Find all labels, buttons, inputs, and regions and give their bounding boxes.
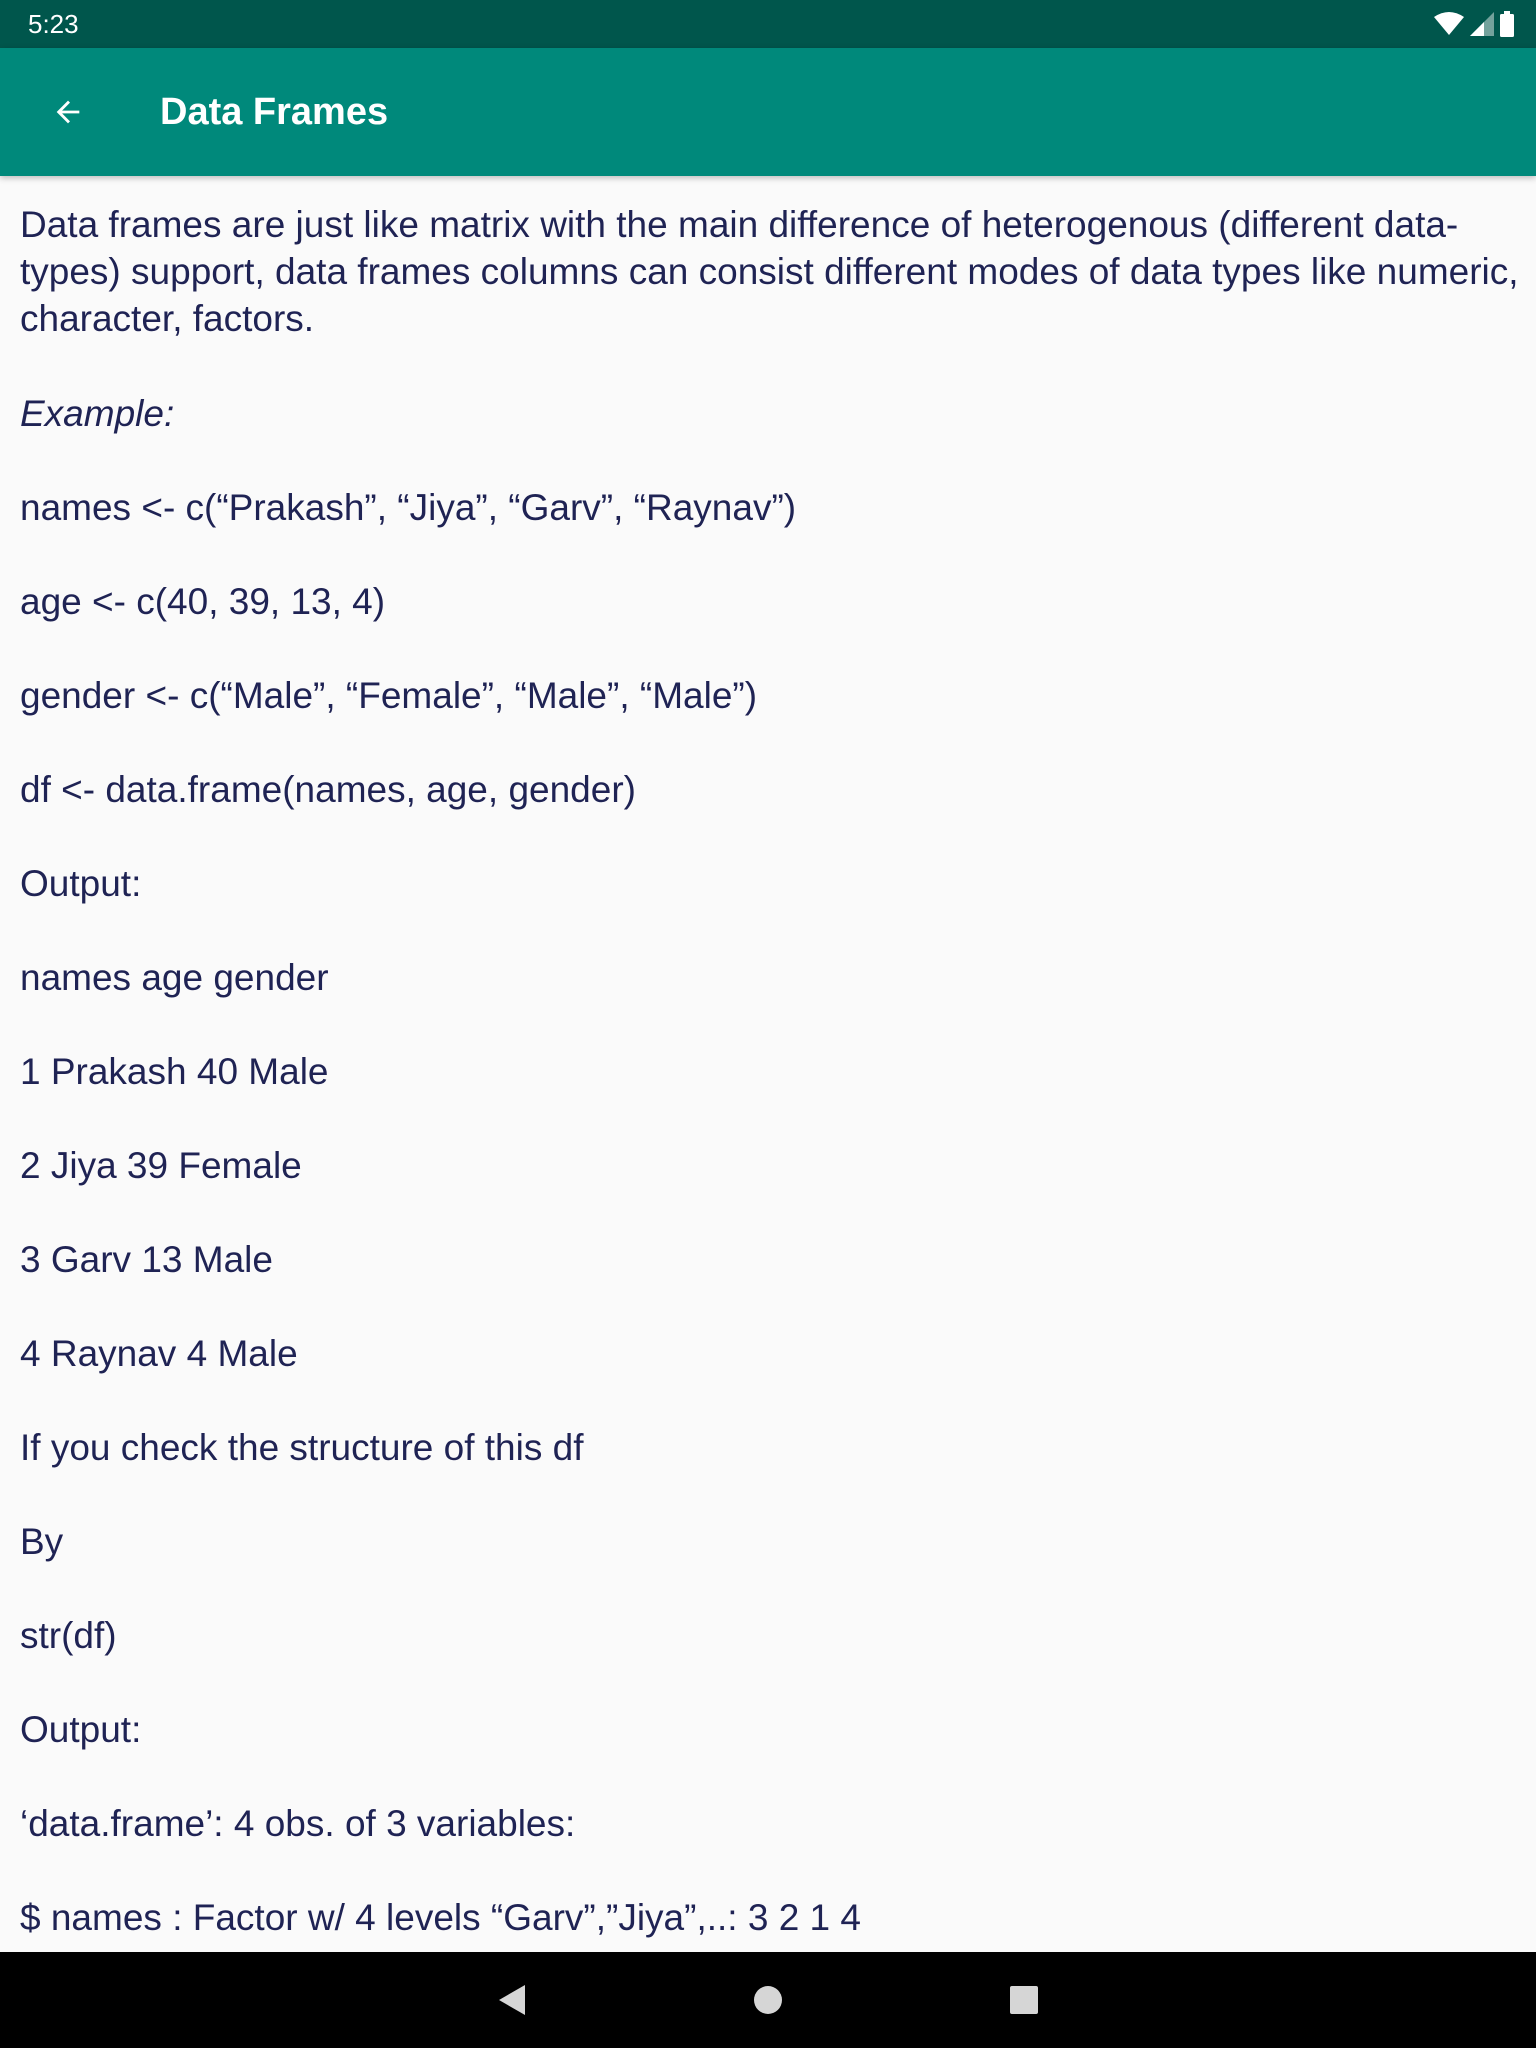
article-content[interactable]: [0, 176, 1536, 1952]
table-header-line: names age gender: [20, 957, 329, 998]
recents-square-icon: [1009, 1985, 1039, 2015]
table-row: 3 Garv 13 Male: [20, 1239, 273, 1280]
status-icons: [1434, 12, 1514, 36]
code-names-line: names <- c(“Prakash”, “Jiya”, “Garv”, “Raynav”): [20, 487, 797, 528]
str-output-line: ‘data.frame’: 4 obs. of 3 variables:: [20, 1803, 576, 1844]
navigation-bar: [0, 1952, 1536, 2048]
code-age-line: age <- c(40, 39, 13, 4): [20, 581, 386, 622]
structure-text: If you check the structure of this df: [20, 1427, 584, 1468]
page-title: Data Frames: [160, 91, 389, 133]
table-row: 2 Jiya 39 Female: [20, 1145, 302, 1186]
output-label: Output:: [20, 1709, 142, 1750]
table-row: 4 Raynav 4 Male: [20, 1333, 298, 1374]
back-triangle-icon: [497, 1983, 527, 2017]
table-row: 1 Prakash 40 Male: [20, 1051, 329, 1092]
status-bar: [0, 0, 1536, 48]
back-button[interactable]: [40, 84, 96, 140]
app-bar: [0, 48, 1536, 176]
nav-recents-button[interactable]: [1000, 1976, 1048, 2024]
nav-back-button[interactable]: [488, 1976, 536, 2024]
status-time: 5:23: [28, 9, 79, 39]
example-label: Example:: [20, 393, 175, 434]
intro-paragraph: Data frames are just like matrix with the main difference of heterogenous (different data-types) support, data frames columns can consist different modes of data types like numeric, character, factors.: [20, 204, 1529, 339]
code-df-line: df <- data.frame(names, age, gender): [20, 769, 636, 810]
cell-signal-icon: [1470, 12, 1494, 36]
by-text: By: [20, 1521, 64, 1562]
code-gender-line: gender <- c(“Male”, “Female”, “Male”, “Male”): [20, 675, 758, 716]
output-label: Output:: [20, 863, 142, 904]
wifi-icon: [1434, 12, 1464, 36]
battery-icon: [1500, 11, 1514, 37]
arrow-back-icon: [51, 95, 85, 129]
code-str-line: str(df): [20, 1615, 117, 1656]
str-output-line: $ names : Factor w/ 4 levels “Garv”,”Jiya”,..: 3 2 1 4: [20, 1897, 861, 1938]
nav-home-button[interactable]: [744, 1976, 792, 2024]
home-circle-icon: [752, 1984, 784, 2016]
